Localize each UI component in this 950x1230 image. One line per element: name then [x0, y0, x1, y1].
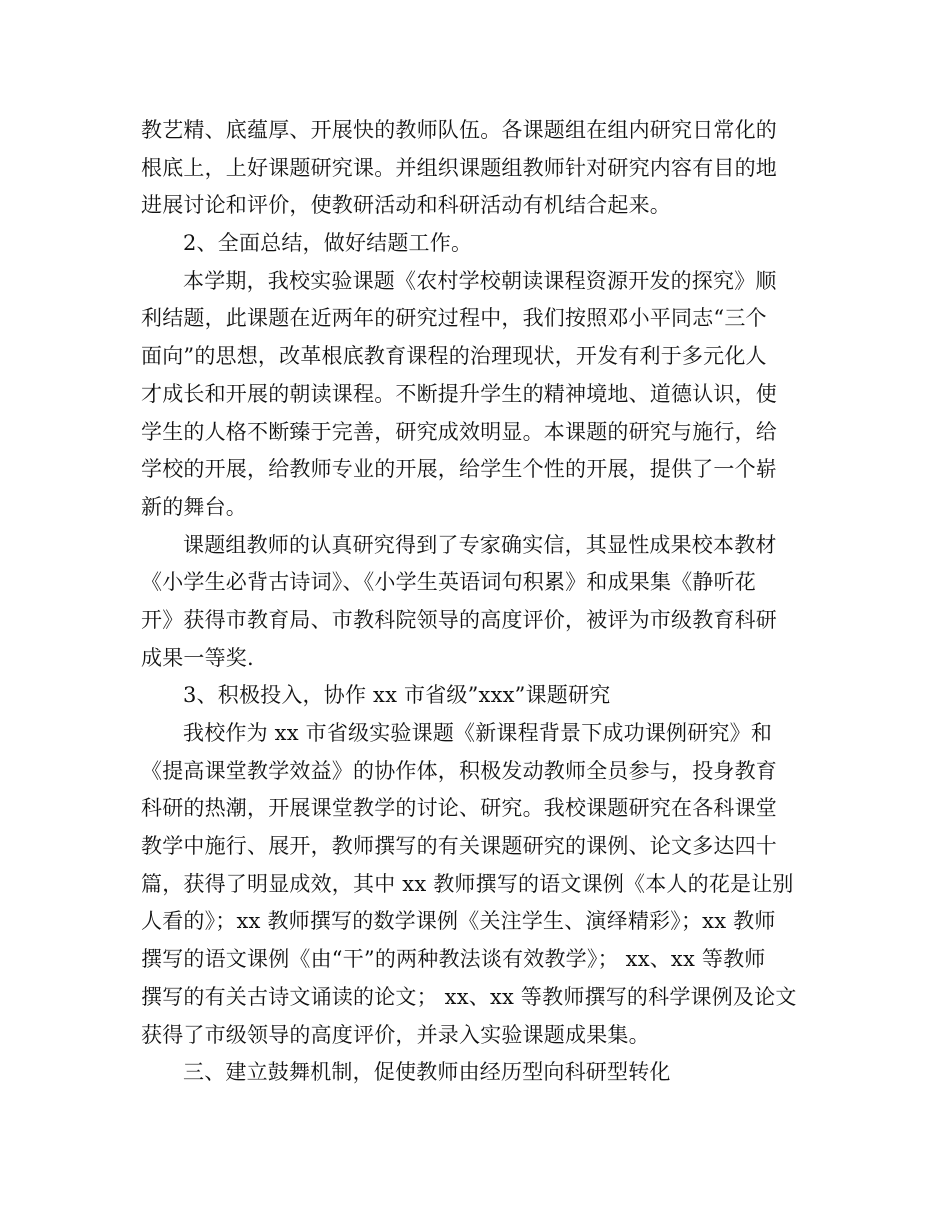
text-line: 教艺精、底蕴厚、开展快的教师队伍。各课题组在组内研究日常化的 [141, 118, 777, 142]
text-line: 《提高课堂教学效益》的协作体，积极发动教师全员参与，投身教育 [141, 758, 777, 783]
text-line: 篇，获得了明显成效，其中 xx 教师撰写的语文课例《本人的花是让别 [141, 871, 794, 896]
text-line: 进展讨论和评价，使教研活动和科研活动有机结合起来。 [141, 193, 671, 218]
text-line: 面向”的思想，改革根底教育课程的治理现状，开发有利于多元化人 [141, 344, 767, 369]
document-body [141, 112, 813, 1092]
text-line: 成果一等奖. [141, 645, 254, 670]
text-line: 学生的人格不断臻于完善，研究成效明显。本课题的研究与施行，给 [141, 419, 777, 444]
text-line: 《小学生必背古诗词》、《小学生英语词句积累》和成果集《静听花 [141, 570, 756, 595]
text-line: 学校的开展，给教师专业的开展，给学生个性的开展，提供了一个崭 [141, 457, 777, 482]
text-line: 才成长和开展的朝读课程。不断提升学生的精神境地、道德认识，使 [141, 381, 777, 406]
text-line: 根底上，上好课题研究课。并组织课题组教师针对研究内容有目的地 [141, 155, 777, 180]
text-line: 获得了市级领导的高度评价，并录入实验课题成果集。 [141, 1022, 650, 1047]
section-heading: 3、积极投入，协作 xx 市省级”xxx”课题研究 [183, 683, 611, 708]
text-line: 科研的热潮，开展课堂教学的讨论、研究。我校课题研究在各科课堂 [141, 796, 777, 821]
text-line: 教学中施行、展开，教师撰写的有关课题研究的课例、论文多达四十 [141, 834, 777, 859]
text-line: 人看的》；xx 教师撰写的数学课例《关注学生、演绎精彩》；xx 教师 [141, 909, 776, 934]
text-line: 课题组教师的认真研究得到了专家确实信，其显性成果校本教材 [183, 532, 777, 557]
text-line: 撰写的语文课例《由“干”的两种教法谈有效教学》； xx、xx 等教师 [141, 947, 766, 972]
section-heading: 2、全面总结，做好结题工作。 [183, 231, 473, 256]
text-line: 撰写的有关古诗文诵读的论文； xx、xx 等教师撰写的科学课例及论文 [141, 984, 797, 1009]
text-line: 我校作为 xx 市省级实验课题《新课程背景下成功课例研究》和 [183, 721, 773, 745]
text-line: 开》获得市教育局、市教科院领导的高度评价，被评为市级教育科研 [141, 607, 777, 632]
section-heading: 三、建立鼓舞机制，促使教师由经历型向科研型转化 [183, 1060, 671, 1085]
text-line: 本学期，我校实验课题《农村学校朝读课程资源开发的探究》顺 [183, 268, 777, 293]
text-line: 利结题，此课题在近两年的研究过程中，我们按照邓小平同志“三个 [141, 306, 767, 331]
text-line: 新的舞台。 [141, 494, 247, 519]
